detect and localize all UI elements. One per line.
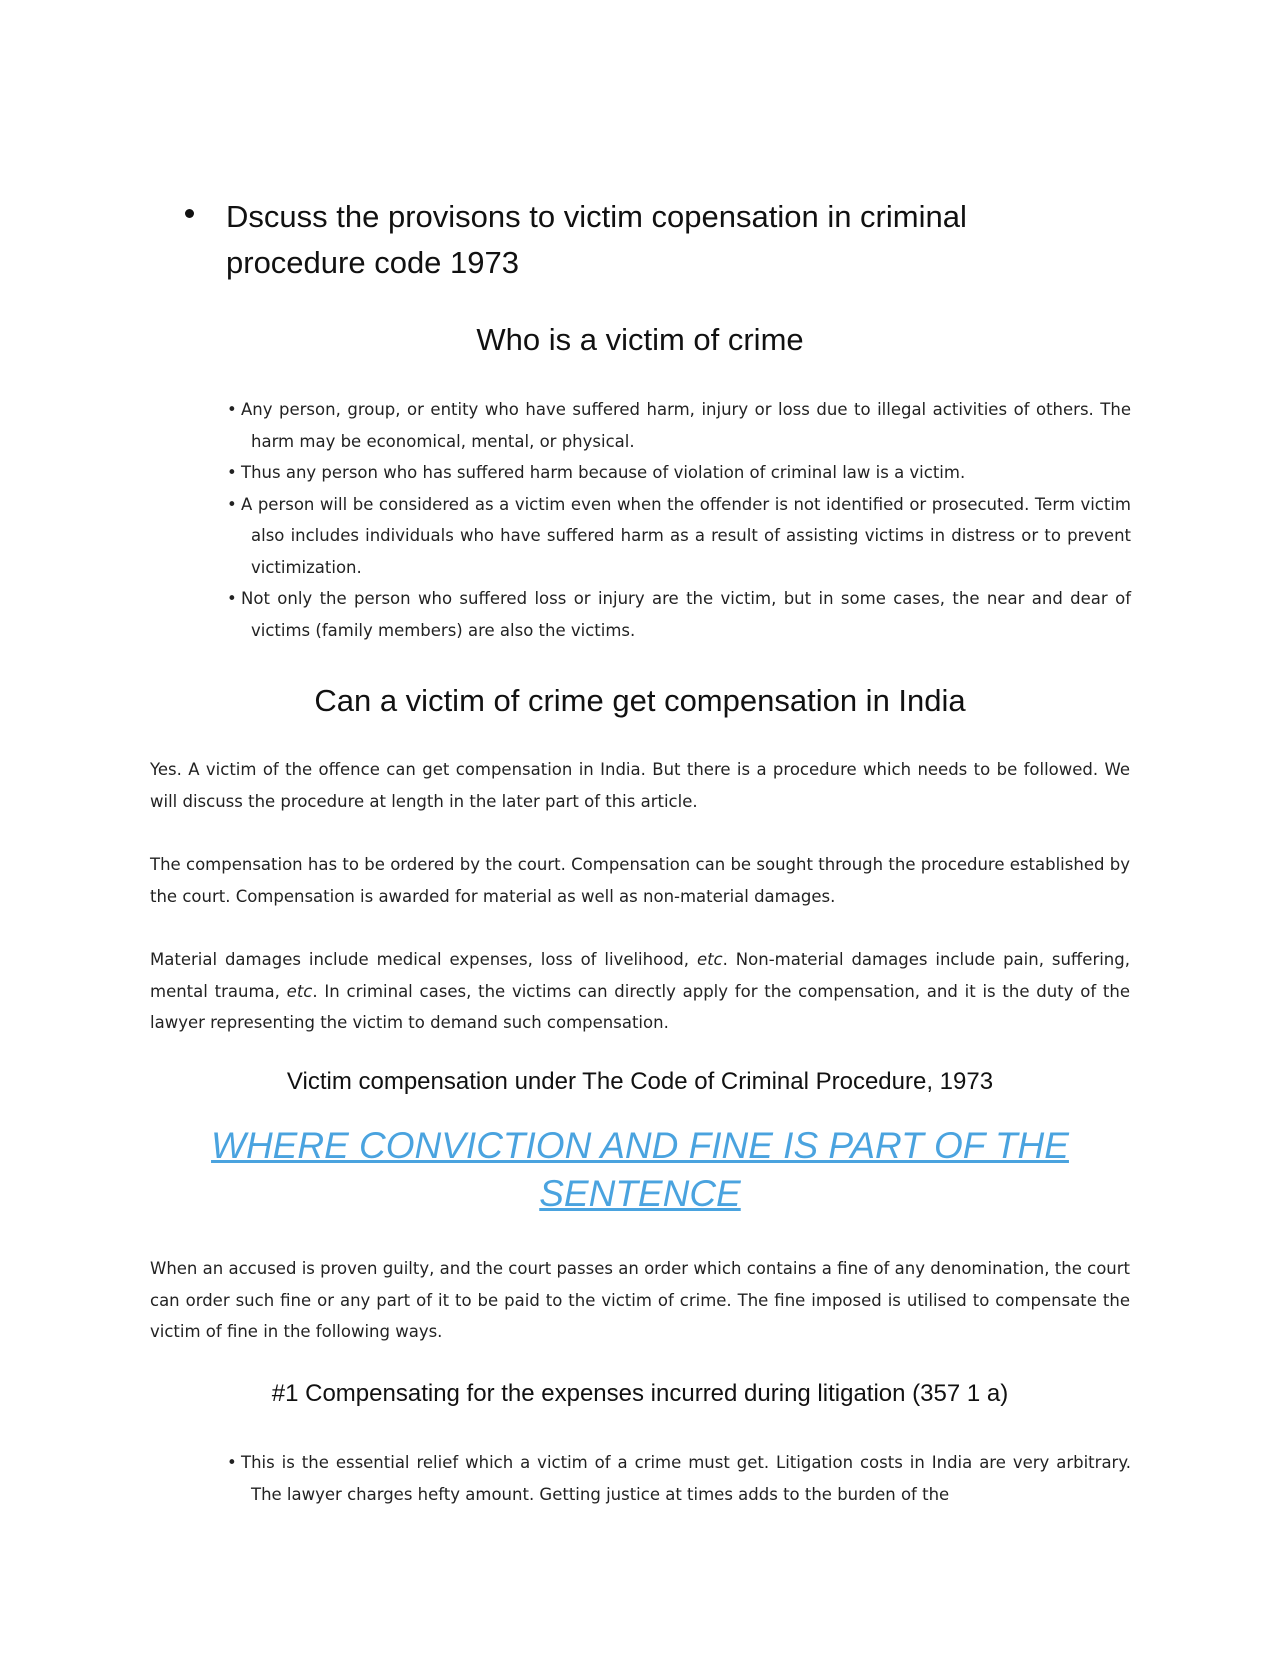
list-item: • Thus any person who has suffered harm because of violation of criminal law is a victim. xyxy=(213,457,1131,489)
bullet-icon xyxy=(185,209,194,218)
bullet-icon: • xyxy=(227,463,237,482)
paragraph-damages: Material damages include medical expenses, loss of livelihood, etc. Non-material damages include pain, suffering, mental trauma, etc. In criminal cases, the victims can directly apply for the compensation, and it is the duty of the lawyer representing the victim to demand such compensation. xyxy=(150,950,1131,1032)
heading-compensation-india: Can a victim of crime get compensation in India xyxy=(314,683,966,718)
list-item: • This is the essential relief which a victim of a crime must get. Litigation costs in India are very arbitrary. The lawyer charges hefty amount. Getting justice at times adds to the burden of the xyxy=(213,1447,1131,1510)
conviction-fine-link[interactable]: WHERE CONVICTION AND FINE IS PART OF THE SENTENCE xyxy=(211,1125,1069,1214)
paragraph-fine: When an accused is proven guilty, and the court passes an order which contains a fine of any denomination, the court can order such fine or any part of it to be paid to the victim of crime. The fine imposed is utilised to compensate the victim of fine in the following ways. xyxy=(150,1259,1130,1341)
question-item xyxy=(185,194,1065,286)
heading-crpc: Victim compensation under The Code of Criminal Procedure, 1973 xyxy=(286,1068,994,1095)
bullet-icon: • xyxy=(227,1453,237,1472)
heading-litigation-expenses: #1 Compensating for the expenses incurred during litigation (357 1 a) xyxy=(271,1380,1009,1407)
question-text: Dscuss the provisons to victim copensation in criminal procedure code 1973 xyxy=(226,199,967,280)
bullet-icon: • xyxy=(227,494,237,514)
paragraph-court-order: The compensation has to be ordered by the court. Compensation can be sought through the procedure established by the court. Compensation is awarded for material as well as non-material damages. xyxy=(150,855,1130,906)
list-item: • A person will be considered as a victim even when the offender is not identified or prosecuted. Term victim also includes individuals who have suffered harm as a result of assisting victims in distress or to prevent victimization. xyxy=(213,489,1131,584)
bullet-icon: • xyxy=(227,400,237,419)
list-item: • Any person, group, or entity who have suffered harm, injury or loss due to illegal activities of others. The harm may be economical, mental, or physical. xyxy=(213,394,1131,457)
paragraph-yes: Yes. A victim of the offence can get compensation in India. But there is a procedure which needs to be followed. We will discuss the procedure at length in the later part of this article. xyxy=(150,760,1130,811)
expenses-list xyxy=(213,1447,1131,1510)
bullet-icon: • xyxy=(227,589,237,608)
heading-who-is-victim: Who is a victim of crime xyxy=(476,322,804,357)
victim-definition-list xyxy=(213,394,1131,646)
list-item: • Not only the person who suffered loss or injury are the victim, but in some cases, the near and dear of victims (family members) are also the victims. xyxy=(213,583,1131,646)
